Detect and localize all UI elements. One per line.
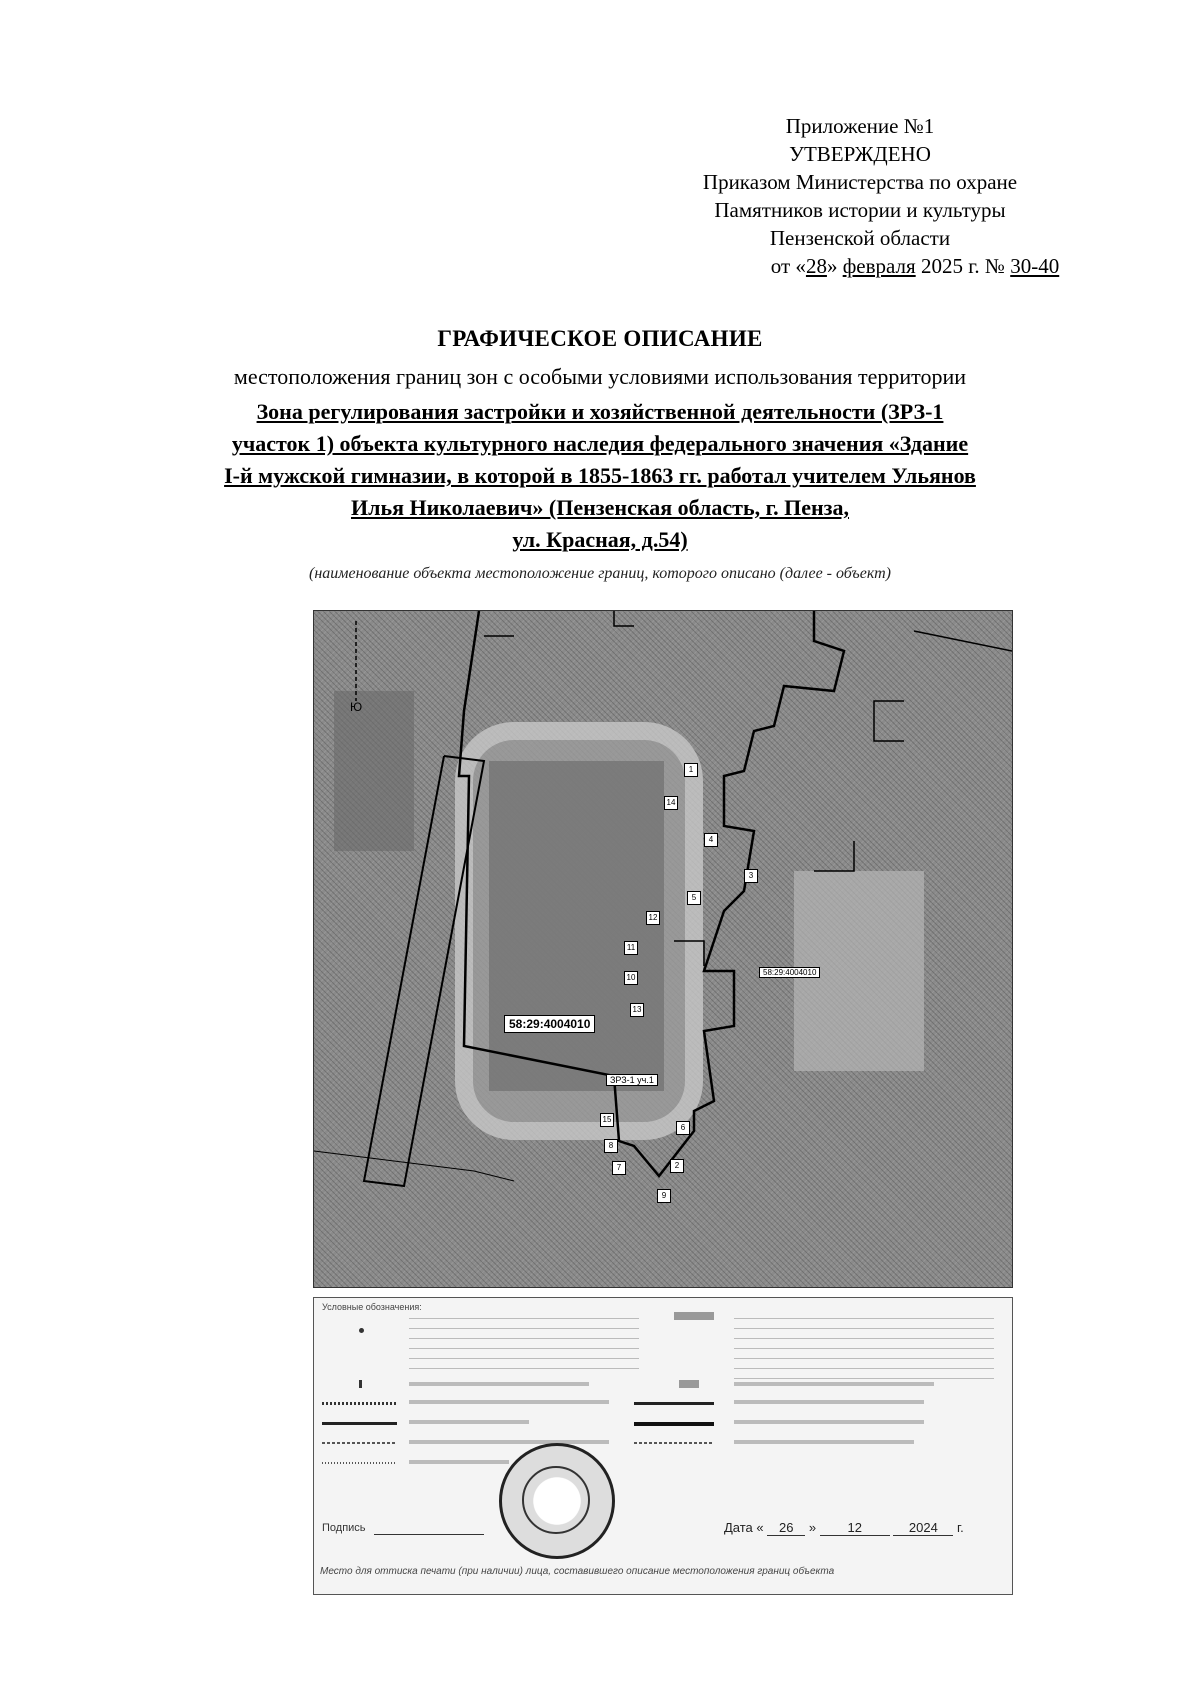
map-boundaries — [314, 611, 1012, 1287]
zone-boundary-line-icon — [322, 1402, 397, 1405]
legend-text-9 — [409, 1440, 609, 1444]
cadastral-quarter-line-icon — [634, 1422, 714, 1426]
approval-line-4: Памятников истории и культуры — [714, 198, 1006, 222]
boundary-map — [313, 610, 1013, 1288]
point-number-icon — [359, 1380, 362, 1388]
boundary-point: 6 — [676, 1121, 690, 1135]
boundary-point: 14 — [664, 796, 678, 810]
boundary-point: 13 — [630, 1003, 644, 1017]
boundary-point: 11 — [624, 941, 638, 955]
legend-text-4 — [734, 1382, 934, 1386]
boundary-point: 1 — [684, 763, 698, 777]
appendix-number: Приложение №1 — [785, 114, 935, 138]
legend-parcel-number — [679, 1380, 699, 1388]
object-name: Зона регулирования застройки и хозяйственной деятельности (ЗРЗ-1 участок 1) объекта культурного наследия федерального значения «Здание I-й мужской гимназии, в которой в 1855-1863 гг. работал учителем Ульянов Илья Николаевич» (Пензенская область, г. Пенза, ул. Красная, д.54) — [224, 399, 976, 552]
document-title: ГРАФИЧЕСКОЕ ОПИСАНИЕ — [437, 326, 763, 351]
order-date: от «28» февраля 2025 г. № 30-40 — [770, 254, 1060, 278]
legend-text-10 — [734, 1440, 914, 1444]
boundary-point: 9 — [657, 1189, 671, 1203]
zone-label-2: 58:29:4004010 — [759, 967, 820, 978]
legend-text-1 — [409, 1312, 639, 1372]
boundary-point: 2 — [670, 1159, 684, 1173]
object-note: (наименование объекта местоположение границ, которого описано (далее - объект) — [308, 565, 891, 582]
cadastral-label: 58:29:4004010 — [504, 1015, 595, 1033]
territorial-line-icon — [634, 1442, 714, 1444]
legend-date: Дата « 26 » 12 2024 г. — [724, 1520, 964, 1535]
boundary-point: 12 — [646, 911, 660, 925]
boundary-point: 3 — [744, 869, 758, 883]
north-label: Ю — [350, 700, 363, 714]
approved-label: УТВЕРЖДЕНО — [789, 142, 931, 166]
approval-line-5: Пензенской области — [769, 226, 951, 250]
legend-text-7 — [409, 1420, 529, 1424]
legend-block — [313, 1297, 1013, 1595]
boundary-point: 5 — [687, 891, 701, 905]
boundary-point: 15 — [600, 1113, 614, 1127]
boundary-point: 8 — [604, 1139, 618, 1153]
official-seal — [499, 1443, 615, 1559]
approval-line-3: Приказом Министерства по охране — [702, 170, 1018, 194]
legend-text-11 — [409, 1460, 509, 1464]
legend-zone-code — [674, 1312, 714, 1320]
signature-line — [374, 1534, 484, 1535]
boundary-point: 7 — [612, 1161, 626, 1175]
municipal-line-icon — [322, 1442, 397, 1444]
legend-text-2 — [734, 1312, 994, 1382]
legend-footer: Место для оттиска печати (при наличии) лица, составившего описание местоположения границ объекта — [320, 1566, 835, 1577]
legend-title: Условные обозначения: — [322, 1302, 422, 1312]
boundary-point: 4 — [704, 833, 718, 847]
document-subtitle: местоположения границ зон с особыми условиями использования территории — [233, 364, 967, 389]
boundary-point: 10 — [624, 971, 638, 985]
signature-label: Подпись — [322, 1522, 366, 1534]
special-zone-line-icon — [322, 1462, 397, 1464]
legend-text-3 — [409, 1382, 589, 1386]
zone-label: ЗРЗ-1 уч.1 — [606, 1074, 658, 1086]
quarter-line-icon — [322, 1422, 397, 1425]
legend-text-5 — [409, 1400, 609, 1404]
point-symbol-icon — [359, 1328, 364, 1333]
legend-text-6 — [734, 1400, 924, 1404]
legend-text-8 — [734, 1420, 924, 1424]
approval-block — [600, 112, 1120, 280]
parcel-boundary-line-icon — [634, 1402, 714, 1405]
